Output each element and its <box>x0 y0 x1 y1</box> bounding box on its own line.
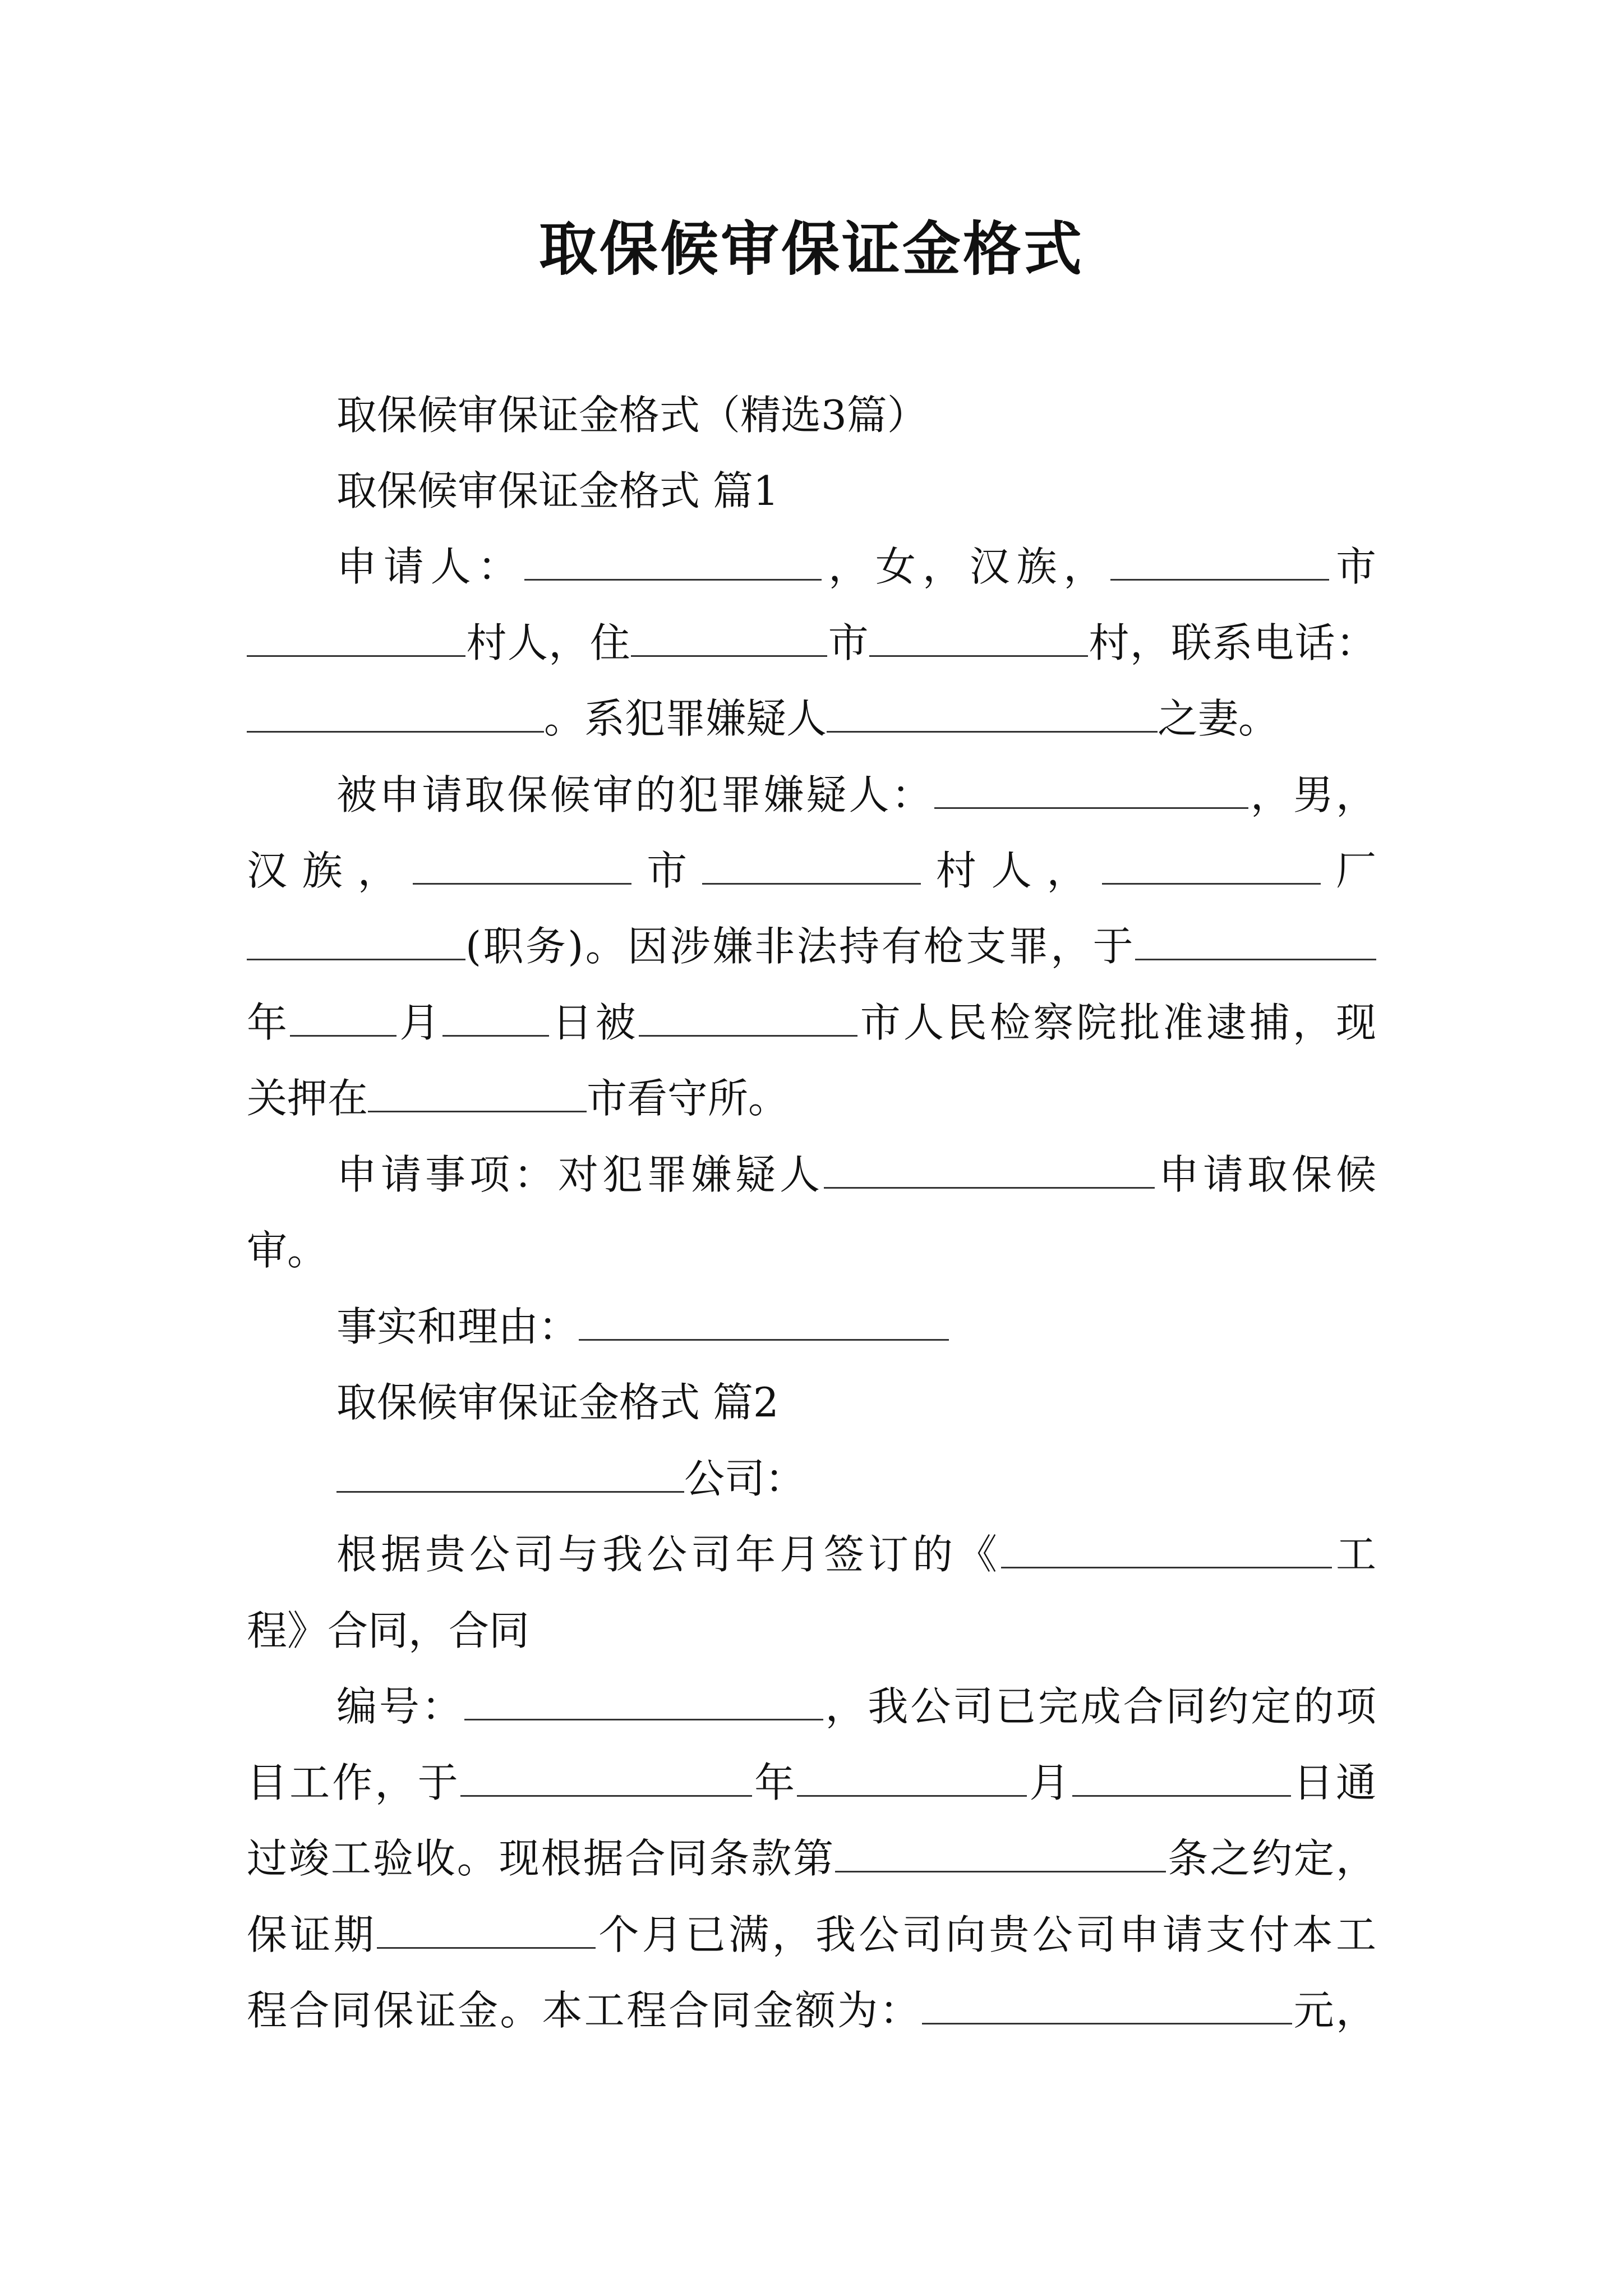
text-fragment: 申请事项：对犯罪嫌疑人 <box>336 1151 824 1198</box>
text-fragment: 村人， <box>920 847 1103 894</box>
blank-field <box>247 696 544 733</box>
text-fragment: 个月已满，我公司向贵公司申请支付本工 <box>596 1911 1376 1958</box>
blank-field <box>368 1076 587 1112</box>
text-fragment: 月 <box>1027 1759 1072 1806</box>
text-fragment: 月 <box>396 999 443 1046</box>
blank-field <box>702 848 921 885</box>
section-heading-1 <box>336 463 1376 519</box>
text-fragment: ，女，汉族， <box>822 543 1111 590</box>
document-title: 取保候审保证金格式 <box>538 214 1084 283</box>
text-fragment: 之妻。 <box>1158 695 1279 742</box>
blank-field <box>290 1000 396 1037</box>
text-fragment: 日通 <box>1290 1759 1376 1806</box>
text-fragment: 市 <box>631 847 702 894</box>
blank-field <box>579 1304 949 1341</box>
blank-field <box>827 696 1158 733</box>
text-fragment: 保证期 <box>247 1911 377 1958</box>
paragraph-line <box>247 1070 1376 1126</box>
blank-field <box>1001 1532 1332 1568</box>
paragraph-line <box>247 691 1376 747</box>
paragraph-line <box>247 615 1376 671</box>
text-fragment: 市人民检察院批准逮捕，现 <box>857 999 1376 1046</box>
text-fragment: 程》合同，合同 <box>247 1607 530 1654</box>
text-fragment: ，男， <box>1248 771 1376 818</box>
blank-field <box>1110 544 1329 581</box>
blank-field <box>631 620 827 657</box>
text-fragment: ，我公司已完成合同约定的项 <box>823 1683 1376 1730</box>
text-fragment: 条之约定， <box>1166 1835 1376 1882</box>
text-fragment: 厂 <box>1321 847 1376 894</box>
blank-field <box>247 924 465 960</box>
text-fragment: 市看守所。 <box>587 1075 789 1122</box>
paragraph-line <box>247 1907 1376 1963</box>
text-fragment: 市 <box>1329 543 1376 590</box>
paragraph-line <box>336 1451 1376 1507</box>
blank-field <box>1102 848 1321 885</box>
paragraph-line <box>247 1982 1376 2039</box>
text-fragment: 过竣工验收。现根据合同条款第 <box>247 1835 836 1882</box>
blank-field <box>1072 1760 1291 1797</box>
paragraph-line <box>336 1678 1376 1734</box>
text-fragment: 编号： <box>336 1683 464 1730</box>
paragraph-line <box>247 843 1376 899</box>
subtitle-line <box>336 387 1376 443</box>
text-fragment: 村人，住 <box>465 619 631 666</box>
text-fragment: 根据贵公司与我公司年月签订的《 <box>336 1531 1001 1578</box>
paragraph-line <box>336 1299 1376 1355</box>
blank-field <box>524 544 822 581</box>
text-fragment: 事实和理由： <box>336 1303 579 1350</box>
blank-field <box>824 1152 1155 1189</box>
blank-field <box>869 620 1088 657</box>
text-fragment: 公司： <box>684 1455 806 1502</box>
blank-field <box>639 1000 857 1037</box>
paragraph-line <box>247 995 1376 1051</box>
paragraph-line <box>336 767 1376 823</box>
text-fragment: (职务)。因涉嫌非法持有枪支罪，于 <box>465 923 1135 970</box>
paragraph-line <box>247 1830 1376 1887</box>
blank-field <box>413 848 631 885</box>
blank-field <box>835 1836 1166 1872</box>
blank-field <box>460 1760 752 1797</box>
text-fragment: 市 <box>827 619 869 666</box>
paragraph-line <box>247 1222 1376 1278</box>
paragraph-line <box>247 918 1376 974</box>
text-fragment: 年 <box>751 1759 797 1806</box>
blank-field <box>1135 924 1376 960</box>
paragraph-line <box>247 1603 1376 1659</box>
text-fragment: 。系犯罪嫌疑人 <box>544 695 827 742</box>
paragraph-line <box>336 1147 1376 1203</box>
text-fragment: 取保候审保证金格式 篇1 <box>336 467 779 514</box>
blank-field <box>934 772 1248 809</box>
text-fragment: 工 <box>1331 1531 1376 1578</box>
text-fragment: 日被 <box>549 999 639 1046</box>
paragraph-line <box>336 1526 1376 1582</box>
text-fragment: 关押在 <box>247 1075 368 1122</box>
text-fragment: 审。 <box>247 1227 328 1274</box>
text-fragment: 申请取保候 <box>1154 1151 1376 1198</box>
blank-field <box>922 1988 1292 2024</box>
paragraph-line <box>247 1755 1376 1811</box>
text-fragment: 申请人： <box>336 543 525 590</box>
text-fragment: 村，联系电话： <box>1088 619 1376 666</box>
paragraph-line <box>336 539 1376 595</box>
blank-field <box>442 1000 549 1037</box>
text-fragment: 取保候审保证金格式（精选3篇） <box>336 392 928 439</box>
text-fragment: 元， <box>1292 1987 1376 2034</box>
text-fragment: 被申请取保候审的犯罪嫌疑人： <box>336 771 934 818</box>
blank-field <box>377 1912 596 1949</box>
text-fragment: 目工作，于 <box>247 1759 460 1806</box>
blank-field <box>464 1684 823 1720</box>
blank-field <box>247 620 465 657</box>
section-heading-2 <box>336 1374 1376 1430</box>
text-fragment: 年 <box>247 999 291 1046</box>
blank-field <box>797 1760 1027 1797</box>
blank-field <box>336 1456 684 1493</box>
text-fragment: 汉族， <box>247 847 413 894</box>
text-fragment: 程合同保证金。本工程合同金额为： <box>247 1987 922 2034</box>
text-fragment: 取保候审保证金格式 篇2 <box>336 1379 779 1426</box>
